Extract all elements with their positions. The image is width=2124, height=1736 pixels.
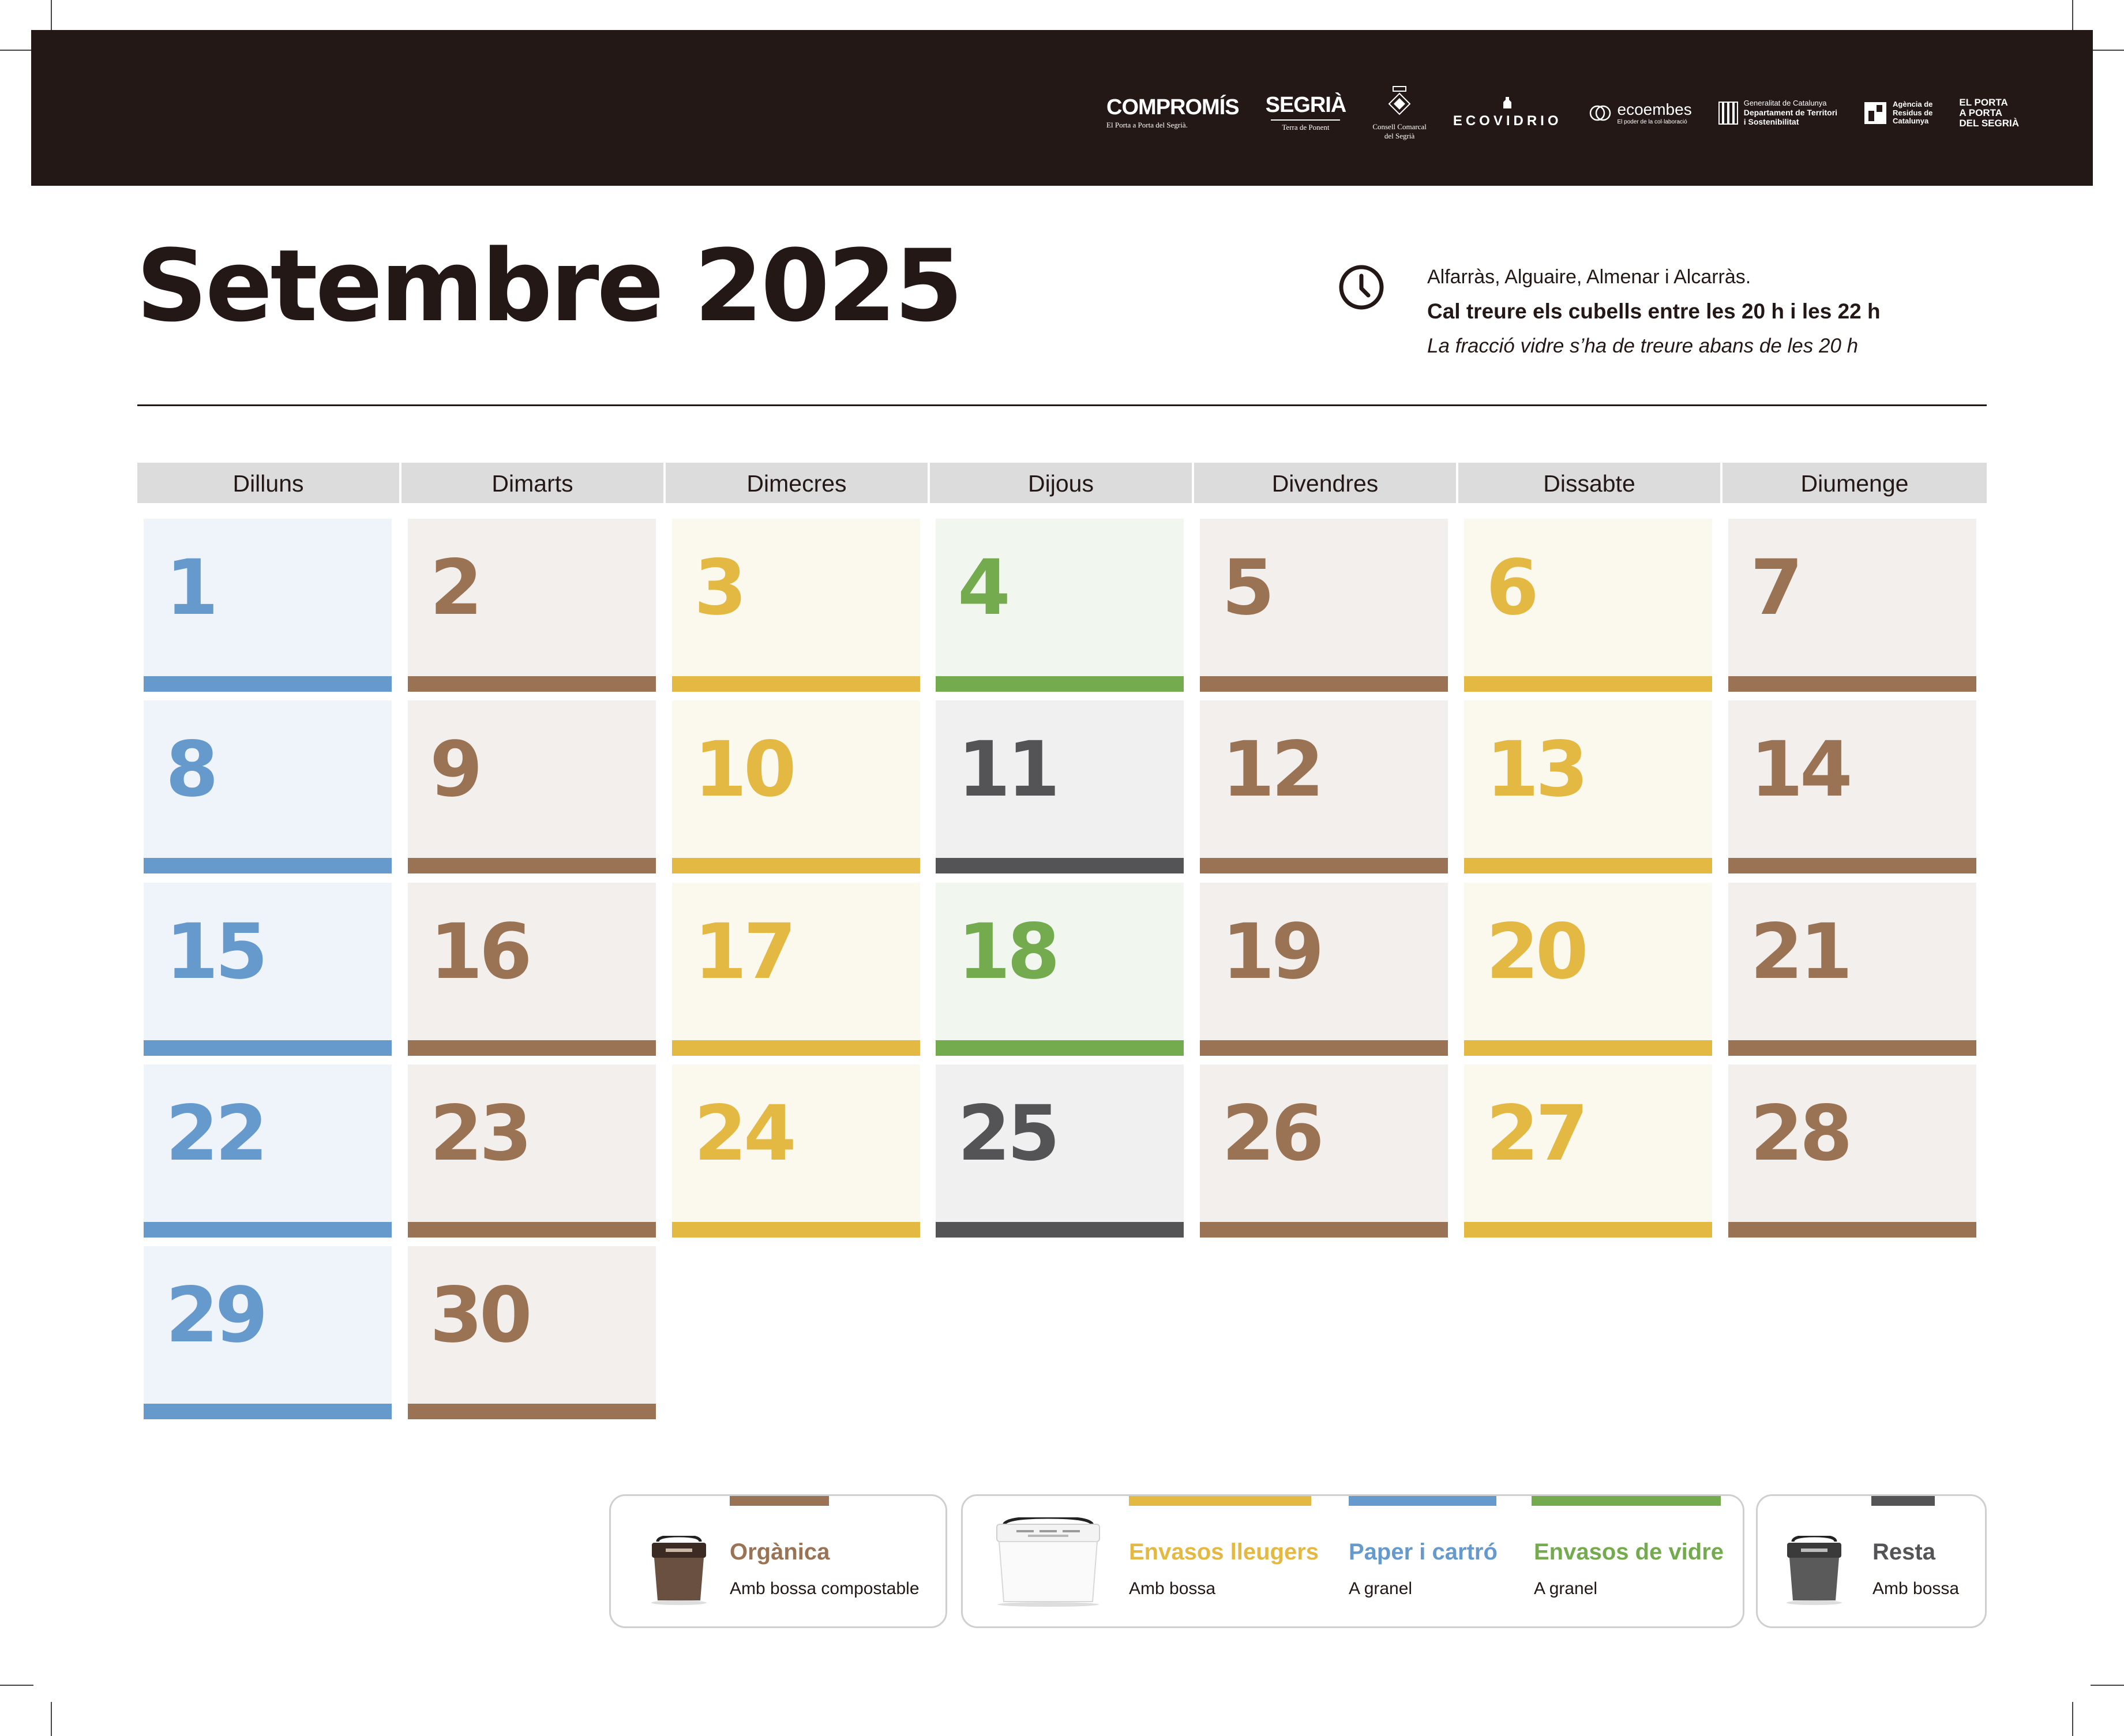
ecovidrio-logo [1453,97,1562,129]
calendar-day-number: 13 [1486,725,1585,814]
fraction-color-bar [144,1040,392,1056]
calendar-day-number: 21 [1750,908,1849,996]
fraction-color-bar [408,1404,656,1419]
legend-glass-tab [1532,1496,1721,1506]
fraction-color-bar [936,1040,1184,1056]
calendar-day-number: 22 [166,1089,265,1178]
fraction-color-bar [408,1222,656,1238]
clock-icon [1337,263,1386,312]
segria-logo [1266,94,1346,132]
legend-paper-tab [1349,1496,1496,1506]
calendar-day-cell [1728,883,1976,1056]
fraction-color-bar [1464,1222,1712,1238]
fraction-color-bar [408,858,656,873]
ecoembes-icon [1589,102,1612,125]
fraction-color-bar [144,1404,392,1419]
calendar-day-cell [144,1246,392,1419]
porta-line1: EL PORTA [1959,97,2008,108]
calendar-day-number: 19 [1222,908,1321,996]
agencia-line3: Catalunya [1893,117,1929,126]
legend-rest-desc: Amb bossa [1872,1579,1960,1598]
crop-mark [51,0,52,33]
porta-line2: A PORTA [1959,107,2003,119]
generalitat-line2: Departament de Territori [1743,107,1838,117]
weekday-header-1: Dimarts [401,463,663,503]
fraction-color-bar [1728,1222,1976,1238]
calendar-day-number: 11 [958,725,1057,814]
schedule-info [1427,260,1881,363]
calendar-day-number: 2 [430,543,479,632]
fraction-color-bar [672,1222,920,1238]
calendar-day-cell [936,519,1184,692]
page-title: Setembre 2025 [136,228,961,344]
agencia-line2: Residus de [1893,108,1933,117]
compromis-tagline: El Porta a Porta del Segrià. [1106,121,1188,130]
fraction-color-bar [144,858,392,873]
calendar-day-cell [1464,1064,1712,1238]
legend-organic-desc: Amb bossa compostable [730,1579,920,1598]
legend-paper-desc: A granel [1349,1579,1413,1598]
calendar-day-number: 25 [958,1089,1057,1178]
legend-glass-name: Envasos de vidre [1534,1539,1724,1565]
fraction-color-bar [144,1222,392,1238]
crop-mark [2072,0,2073,33]
legend-packaging-desc: Amb bossa [1129,1579,1216,1598]
calendar-day-number: 10 [694,725,793,814]
calendar-day-number: 9 [430,725,479,814]
fraction-color-bar [1728,858,1976,873]
fraction-color-bar [144,676,392,692]
fraction-color-bar [1464,1040,1712,1056]
fraction-color-bar [1200,676,1448,692]
calendar-day-number: 23 [430,1089,529,1178]
calendar-day-cell [144,519,392,692]
calendar-day-cell [144,1064,392,1238]
calendar-day-cell [144,883,392,1056]
ecoembes-logo [1589,100,1692,126]
porta-line3: DEL SEGRIÀ [1959,117,2019,129]
fraction-color-bar [672,1040,920,1056]
agencia-logo [1864,100,1932,126]
calendar-day-cell [408,700,656,873]
calendar-day-number: 5 [1222,543,1271,632]
compromis-logo-text: COMPROMÍS [1106,95,1239,120]
fraction-color-bar [1464,858,1712,873]
segria-tagline: Terra de Ponent [1282,123,1330,132]
compromis-logo [1106,96,1239,130]
calendar-day-number: 28 [1750,1089,1849,1178]
calendar-day-cell [408,1246,656,1419]
calendar-day-cell [1200,700,1448,873]
fraction-color-bar [408,1040,656,1056]
calendar-day-cell [1200,883,1448,1056]
weekday-header-6: Diumenge [1723,463,1987,503]
calendar-day-cell [1728,700,1976,873]
legend-rest-name: Resta [1872,1539,1935,1565]
shared-bin-icon [993,1517,1103,1607]
calendar-day-cell [1464,700,1712,873]
calendar-day-number: 14 [1750,725,1849,814]
calendar-day-cell [672,1064,920,1238]
weekday-header-2: Dimecres [666,463,928,503]
legend-packaging-tab [1129,1496,1311,1506]
agencia-line1: Agència de [1893,99,1933,108]
calendar-day-number: 29 [166,1271,265,1360]
weekday-header-5: Dissabte [1458,463,1720,503]
legend-paper-name: Paper i cartró [1349,1539,1498,1565]
calendar-day-cell [408,1064,656,1238]
calendar-day-cell [672,519,920,692]
calendar-day-cell [936,883,1184,1056]
consell-line1: Consell Comarcal [1372,122,1427,132]
fraction-color-bar [936,858,1184,873]
calendar-day-cell [1728,519,1976,692]
crop-mark [51,1702,52,1736]
consell-logo [1372,85,1427,140]
fraction-color-bar [1728,1040,1976,1056]
bottle-icon [1503,97,1512,108]
calendar-day-number: 4 [958,543,1007,632]
calendar-day-cell [1728,1064,1976,1238]
calendar-day-number: 7 [1750,543,1800,632]
calendar-day-cell [672,700,920,873]
title-divider [137,404,1987,406]
generalitat-flag-icon [1718,102,1738,125]
legend-organic-name: Orgànica [730,1539,830,1565]
calendar-day-number: 6 [1486,543,1536,632]
calendar-day-number: 20 [1486,908,1585,996]
agencia-icon [1864,102,1887,125]
calendar-day-cell [144,700,392,873]
ecoembes-text: ecoembes [1617,100,1692,119]
fraction-color-bar [1728,676,1976,692]
calendar-day-number: 15 [166,908,265,996]
calendar-day-number: 27 [1486,1089,1585,1178]
calendar-day-cell [1200,1064,1448,1238]
crop-mark [2091,50,2124,51]
segria-divider [1271,119,1340,121]
generalitat-logo [1718,99,1837,128]
rest-bin-icon [1785,1536,1844,1605]
crop-mark [0,1685,33,1686]
calendar-day-cell [1464,883,1712,1056]
calendar-day-number: 8 [166,725,215,814]
calendar-day-number: 3 [694,543,744,632]
generalitat-line1: Generalitat de Catalunya [1743,98,1827,107]
generalitat-line3: i Sostenibilitat [1743,117,1799,127]
legend-packaging-name: Envasos lleugers [1129,1539,1319,1565]
calendar-day-number: 24 [694,1089,793,1178]
crop-mark [2072,1702,2073,1736]
legend-rest-tab [1871,1496,1935,1506]
calendar-day-cell [1200,519,1448,692]
calendar-day-cell [408,519,656,692]
legend-organic-tab [730,1496,829,1506]
calendar-day-number: 12 [1222,725,1321,814]
fraction-color-bar [1200,1040,1448,1056]
calendar-day-number: 30 [430,1271,529,1360]
sponsor-logos [1106,73,2019,153]
consell-shield-icon [1386,85,1413,120]
crop-mark [0,50,33,51]
crop-mark [2091,1685,2124,1686]
organic-bin-icon [650,1536,708,1605]
fraction-color-bar [1200,1222,1448,1238]
ecovidrio-text: ECOVIDRIO [1453,113,1562,129]
calendar-day-number: 18 [958,908,1057,996]
fraction-color-bar [1200,858,1448,873]
ecoembes-tagline: El poder de la col·laboració [1617,119,1687,126]
weekday-header-4: Divendres [1194,463,1456,503]
fraction-color-bar [672,858,920,873]
weekday-header-3: Dijous [930,463,1192,503]
schedule-text: Cal treure els cubells entre les 20 h i les 22 h [1427,299,1881,323]
porta-a-porta-logo [1959,98,2019,129]
calendar-day-cell [936,1064,1184,1238]
calendar-day-cell [408,883,656,1056]
fraction-color-bar [936,676,1184,692]
segria-logo-text: SEGRIÀ [1265,93,1346,118]
consell-line2: del Segrià [1384,132,1415,140]
calendar-day-number: 1 [166,543,215,632]
towns-text: Alfarràs, Alguaire, Almenar i Alcarràs. [1427,266,1751,288]
calendar-day-number: 26 [1222,1089,1321,1178]
fraction-color-bar [1464,676,1712,692]
weekday-header-0: Dilluns [137,463,399,503]
fraction-color-bar [672,676,920,692]
calendar-day-cell [936,700,1184,873]
fraction-color-bar [936,1222,1184,1238]
fraction-color-bar [408,676,656,692]
calendar-day-number: 17 [694,908,793,996]
glass-note: La fracció vidre s’ha de treure abans de les 20 h [1427,335,1859,357]
calendar-day-number: 16 [430,908,529,996]
calendar-day-cell [1464,519,1712,692]
calendar-day-cell [672,883,920,1056]
legend-glass-desc: A granel [1534,1579,1598,1598]
